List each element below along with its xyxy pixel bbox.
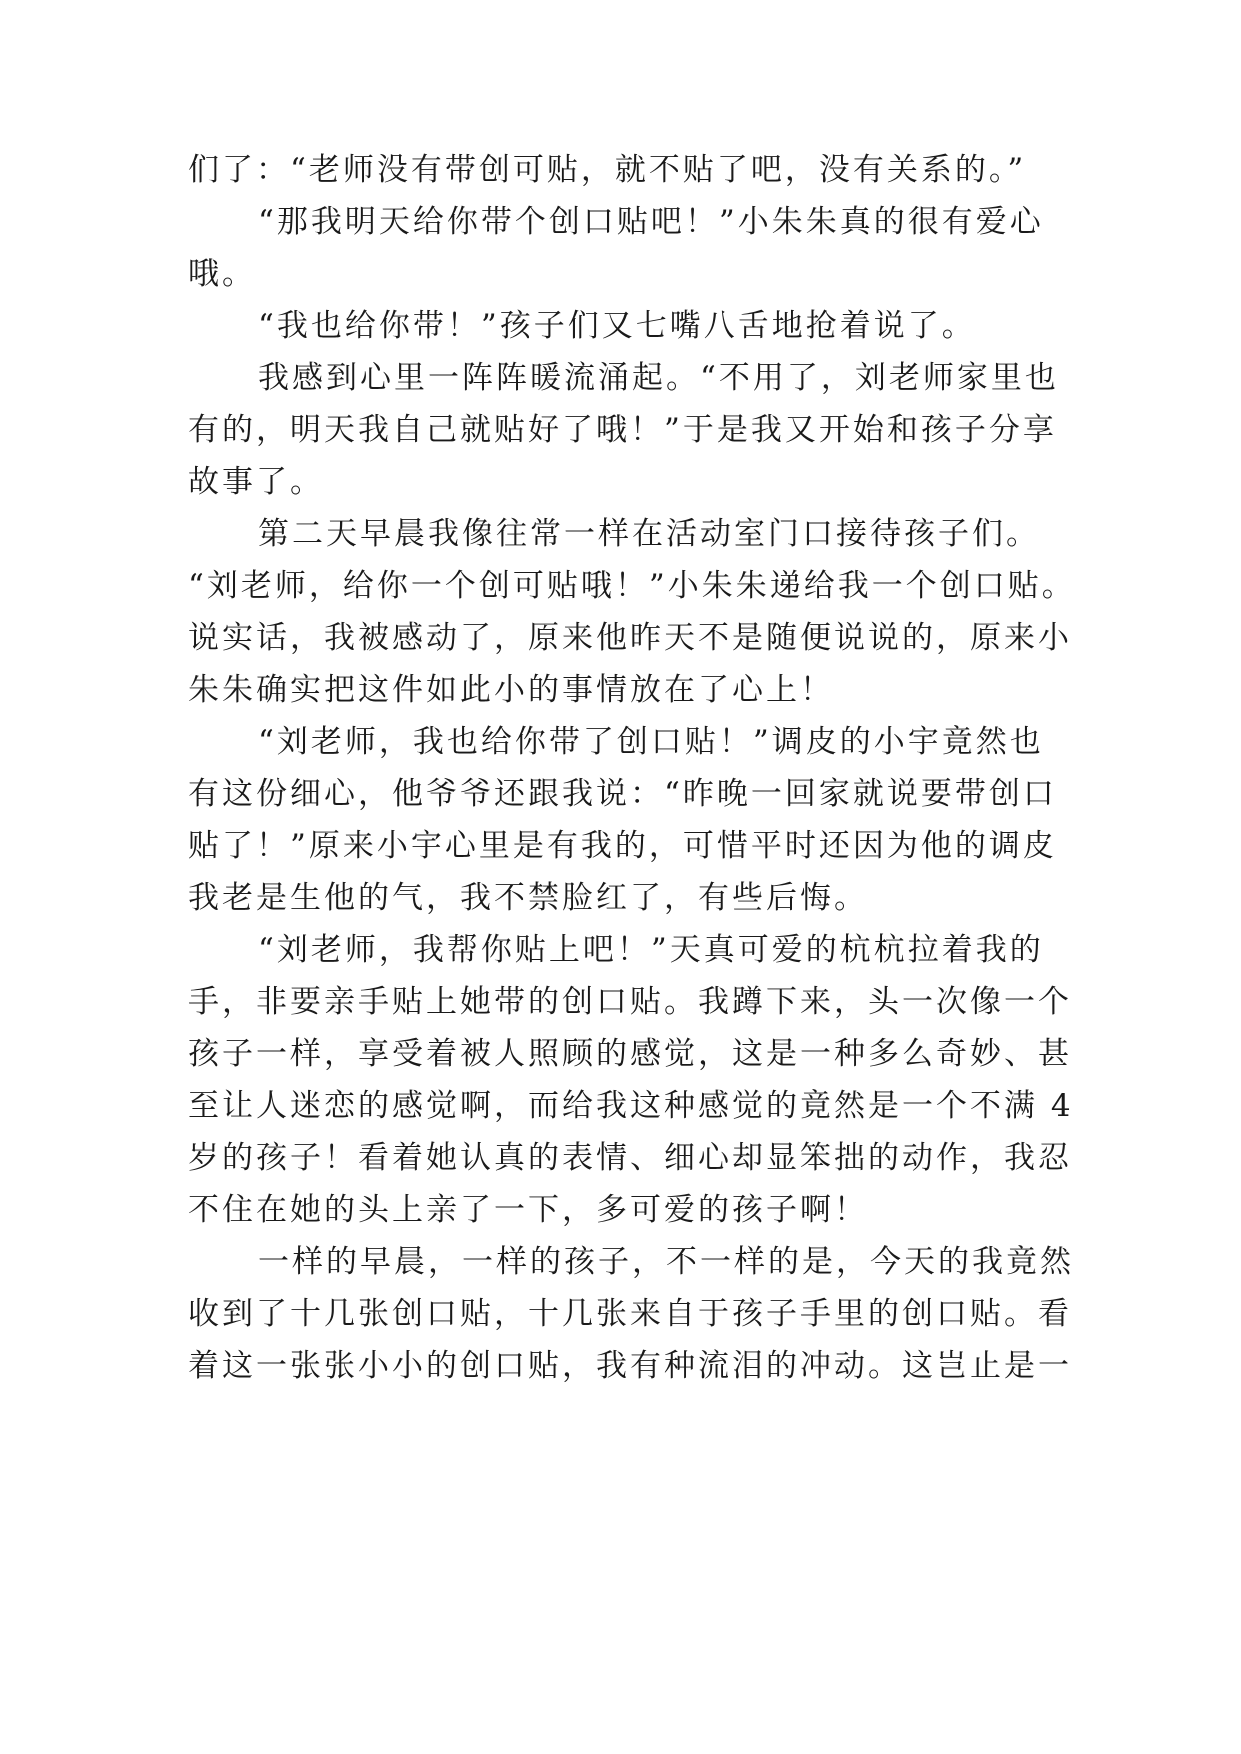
- text-line: 手，非要亲手贴上她带的创口贴。我蹲下来，头一次像一个: [188, 984, 1072, 1020]
- text-line: 说实话，我被感动了，原来他昨天不是随便说说的，原来小: [188, 620, 1072, 656]
- text-line: 岁的孩子！看着她认真的表情、细心却显笨拙的动作，我忍: [188, 1140, 1072, 1176]
- text-line: 我感到心里一阵阵暖流涌起。“不用了，刘老师家里也: [258, 360, 1059, 396]
- text-line: 有这份细心，他爷爷还跟我说：“昨晚一回家就说要带创口: [188, 776, 1057, 812]
- text-line: 我老是生他的气，我不禁脸红了，有些后悔。: [188, 880, 868, 916]
- text-line: 第二天早晨我像往常一样在活动室门口接待孩子们。: [258, 516, 1040, 552]
- text-line: 们了：“老师没有带创可贴，就不贴了吧，没有关系的。”: [188, 152, 1027, 188]
- text-line: “刘老师，我也给你带了创口贴！”调皮的小宇竟然也: [258, 724, 1044, 760]
- text-line: 朱朱确实把这件如此小的事情放在了心上！: [188, 672, 834, 708]
- text-line: 哦。: [188, 256, 256, 292]
- text-line: “刘老师，给你一个创可贴哦！”小朱朱递给我一个创口贴。: [188, 568, 1076, 604]
- text-line: 有的，明天我自己就贴好了哦！”于是我又开始和孩子分享: [188, 412, 1057, 448]
- text-line: “刘老师，我帮你贴上吧！”天真可爱的杭杭拉着我的: [258, 932, 1044, 968]
- text-line: 一样的早晨，一样的孩子，不一样的是，今天的我竟然: [258, 1244, 1074, 1280]
- text-line: “那我明天给你带个创口贴吧！”小朱朱真的很有爱心: [258, 204, 1044, 240]
- text-line: 孩子一样，享受着被人照顾的感觉，这是一种多么奇妙、甚: [188, 1036, 1072, 1072]
- text-line: 收到了十几张创口贴，十几张来自于孩子手里的创口贴。看: [188, 1296, 1072, 1332]
- text-line: “我也给你带！”孩子们又七嘴八舌地抢着说了。: [258, 308, 976, 344]
- text-line: 至让人迷恋的感觉啊，而给我这种感觉的竟然是一个不满 4: [188, 1088, 1074, 1124]
- text-line: 贴了！”原来小宇心里是有我的，可惜平时还因为他的调皮: [188, 828, 1057, 864]
- text-line: 着这一张张小小的创口贴，我有种流泪的冲动。这岂止是一: [188, 1348, 1072, 1384]
- text-line: 不住在她的头上亲了一下，多可爱的孩子啊！: [188, 1192, 868, 1228]
- text-line: 故事了。: [188, 464, 324, 500]
